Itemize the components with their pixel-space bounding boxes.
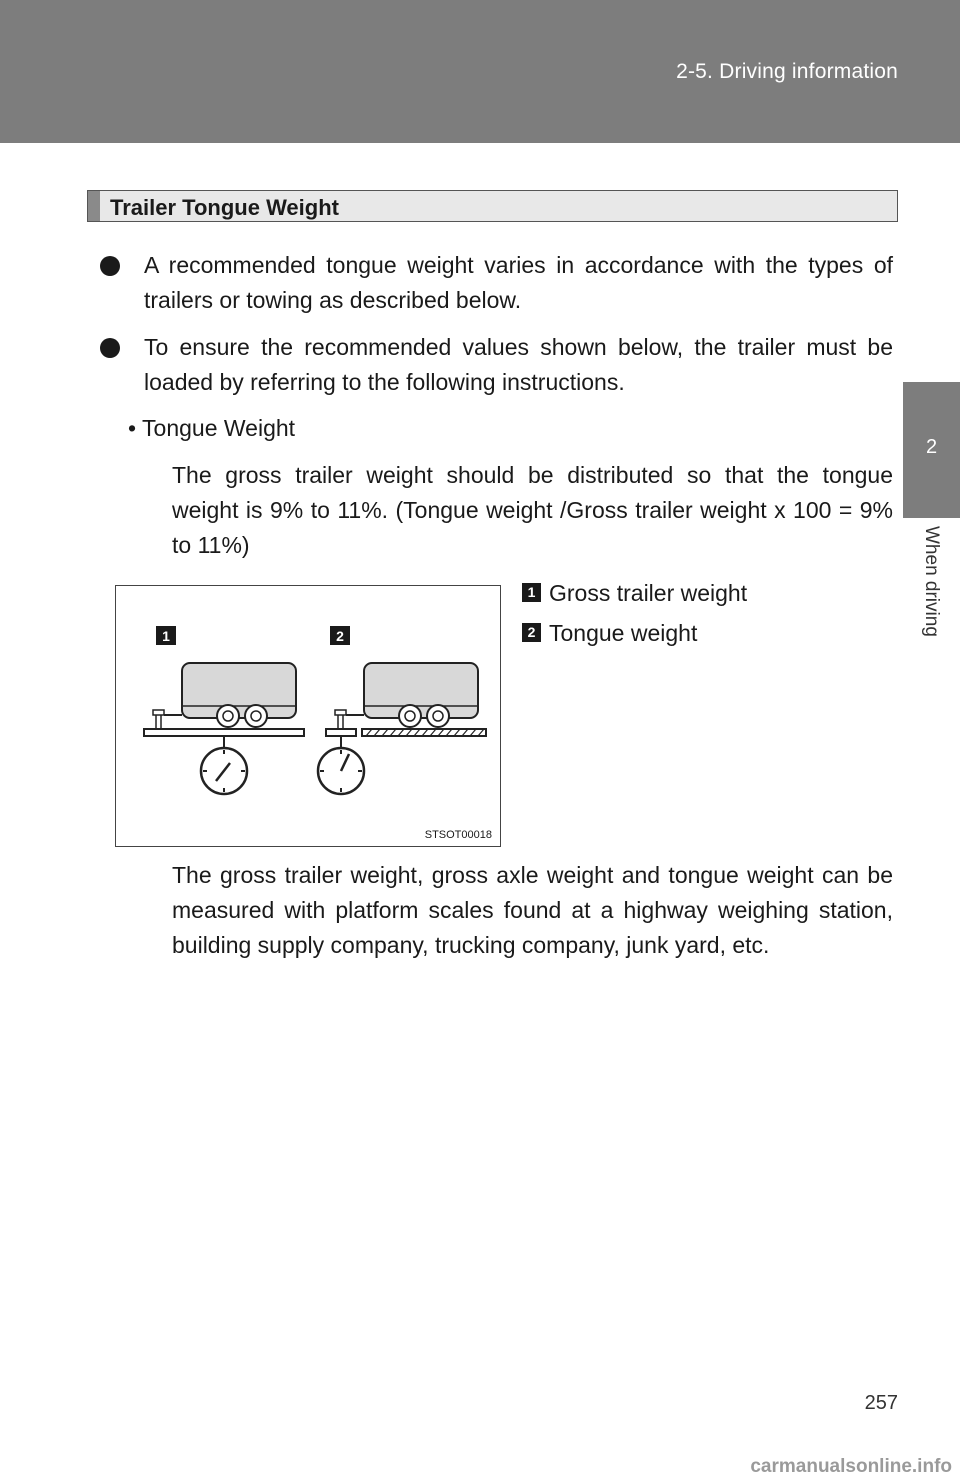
- gauge-right-icon: [318, 748, 364, 794]
- trailer-left-icon: [144, 663, 304, 748]
- trailer-right-icon: [326, 663, 486, 748]
- subheading-box: [87, 190, 898, 222]
- page-number: 257: [864, 1392, 898, 1414]
- chapter-label-text: When driving: [920, 526, 942, 637]
- legend-item-gross-trailer-weight: [522, 580, 747, 607]
- sub-item-title: • Tongue Weight: [128, 415, 296, 441]
- chapter-number: 2: [925, 436, 938, 458]
- figure-trailer-weights: [115, 585, 501, 847]
- bullet-paragraph-1: A recommended tongue weight varies in accordance with the types of trailers or towing as described below.: [144, 252, 893, 313]
- marker-1-label: 1: [162, 628, 170, 644]
- bullet-paragraph-2: To ensure the recommended values shown below, the trailer must be loaded by referring to the following instructions.: [144, 334, 893, 395]
- chapter-tab[interactable]: [903, 382, 960, 518]
- subheading-title: Trailer Tongue Weight: [110, 195, 339, 220]
- legend-label-1: Gross trailer weight: [549, 580, 748, 606]
- legend-item-tongue-weight: [522, 620, 697, 647]
- marker-2-label: 2: [336, 628, 344, 644]
- subheading-bar: [88, 191, 100, 221]
- header-band: [0, 0, 960, 143]
- legend-label-2: Tongue weight: [549, 620, 698, 646]
- sub-item-text: The gross trailer weight should be distributed so that the tongue weight is 9% to 11%. (Tongue weight /Gross trailer weight x 100 = 9% to 11%): [172, 462, 893, 558]
- legend-number-1: 1: [522, 583, 541, 602]
- figure-code: STSOT00018: [424, 829, 492, 841]
- legend-number-2: 2: [522, 623, 541, 642]
- section-title: 2-5. Driving information: [676, 60, 898, 83]
- chapter-label: [903, 526, 960, 686]
- gauge-left-icon: [201, 748, 247, 794]
- bullet-dot-icon: [100, 338, 120, 358]
- measurement-paragraph: The gross trailer weight, gross axle weight and tongue weight can be measured with platform scales found at a highway weighing station, building supply company, trucking company, junk yard, etc.: [172, 862, 893, 958]
- bullet-dot-icon: [100, 256, 120, 276]
- watermark[interactable]: carmanualsonline.info: [750, 1456, 952, 1477]
- trailer-scale-diagram: [116, 586, 500, 846]
